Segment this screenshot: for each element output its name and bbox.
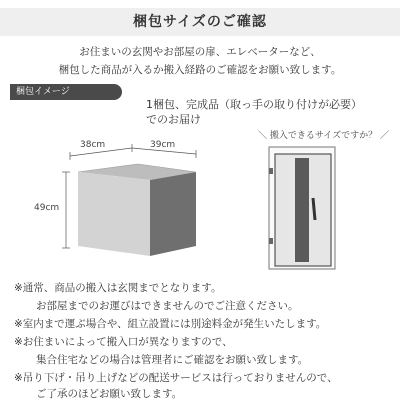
page-title: 梱包サイズのご確認	[133, 14, 267, 30]
depth-dimension-label: 38cm	[80, 140, 106, 150]
door-illustration	[255, 140, 345, 270]
delivery-line-1: 1梱包、完成品（取っ手の取り付けが必要）	[146, 98, 362, 111]
door-fit-text: 搬入できるサイズですか？	[269, 131, 378, 141]
package-box-illustration	[0, 130, 260, 270]
note-line-1: ※通常、商品の搬入は玄関までとなります。	[14, 282, 222, 294]
note-line-2: お部屋までのお運びはできませんのでご注意ください。	[36, 300, 299, 312]
door-hinge-bottom	[269, 238, 273, 244]
width-dimension-label: 39cm	[150, 140, 176, 150]
door-hinge-top	[269, 168, 273, 174]
box-front-face	[78, 172, 150, 256]
door-fit-label: ＼ 搬入できるサイズですか？ ／	[258, 131, 390, 141]
height-dimension-label: 49cm	[34, 203, 60, 213]
intro-line-2: 梱包した商品が入るか搬入経路のご確認をお願い致します。	[58, 64, 342, 76]
note-line-3: ※室内まで運ぶ場合や、組立設置には別途料金が発生いたします。	[14, 318, 327, 330]
note-line-4: ※お住まいによって搬入口が異なりますので、	[14, 336, 233, 348]
note-line-5: 集合住宅などの場合は管理者にご確認をお願い致します。	[36, 354, 309, 366]
note-line-6: ※吊り下げ・吊り上げなどの配送サービスは行っておりませんので、	[14, 372, 338, 384]
delivery-line-2: でのお届け	[146, 113, 201, 126]
note-line-7: ご了承のほどお願い致します。	[36, 388, 183, 400]
intro-line-1: お住まいの玄関やお部屋の扉、エレベーターなど、	[79, 46, 321, 58]
packing-image-tag-label: 梱包イメージ	[16, 87, 70, 97]
box-side-face	[150, 172, 196, 256]
door-handle	[313, 198, 315, 220]
door-center-stripe	[295, 158, 309, 262]
